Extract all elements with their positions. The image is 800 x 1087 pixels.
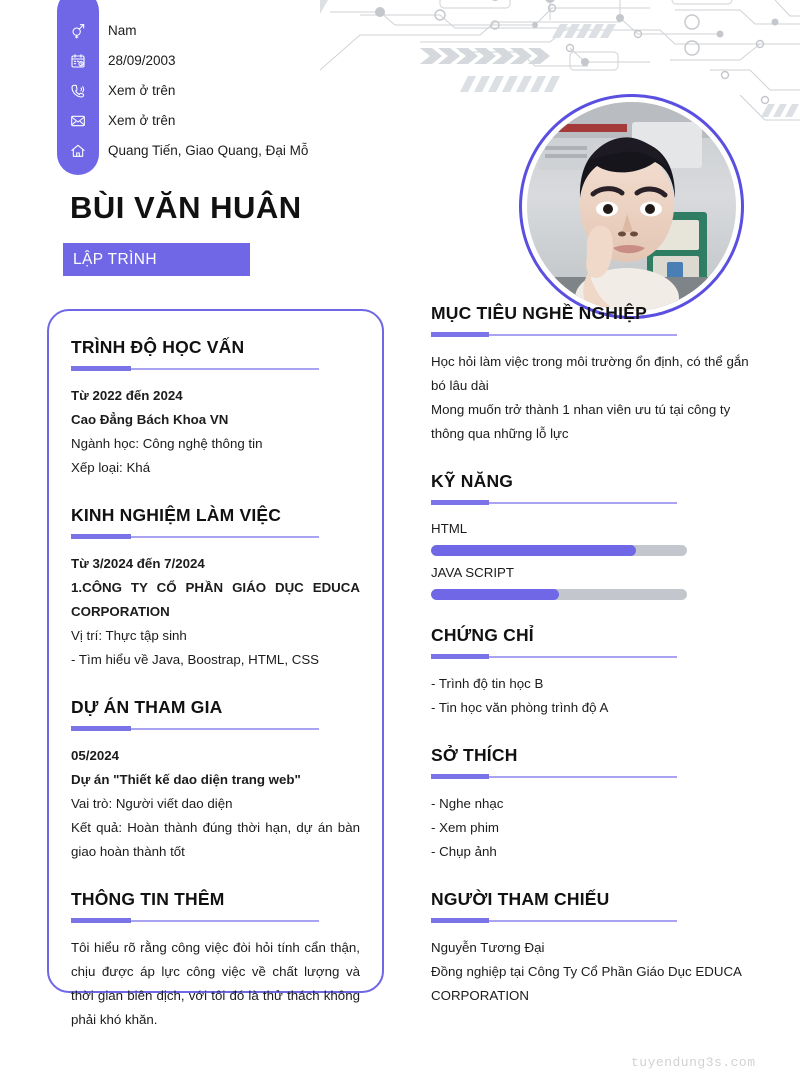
- section-experience: [71, 505, 360, 672]
- avatar-photo: [527, 102, 736, 311]
- avatar-ring: [519, 94, 744, 319]
- section-title-experience: KINH NGHIỆM LÀM VIỆC: [71, 505, 282, 525]
- section-title-skills: KỸ NĂNG: [431, 471, 514, 491]
- section-title-projects: DỰ ÁN THAM GIA: [71, 697, 223, 717]
- contact-value-email: Xem ở trên: [108, 113, 176, 128]
- objective-line-2: Mong muốn trở thành 1 nhan viên ưu tú tại công ty thông qua những lỗ lực: [431, 402, 731, 441]
- certificate-item: - Trình độ tin học B: [431, 676, 544, 691]
- contact-row-birthdate: [57, 46, 397, 76]
- contact-value-gender: Nam: [108, 23, 137, 38]
- watermark: tuyendung3s.com: [631, 1055, 756, 1070]
- section-title-education: TRÌNH ĐỘ HỌC VẤN: [71, 337, 245, 357]
- project-name: Dự án "Thiết kế dao diện trang web": [71, 772, 301, 787]
- section-rule: [71, 365, 360, 375]
- certificate-item: - Tin học văn phòng trình độ A: [431, 700, 609, 715]
- phone-icon: [57, 76, 99, 106]
- hobby-item: - Chụp ảnh: [431, 844, 497, 859]
- skill-progress-fill: [431, 589, 559, 600]
- skill-item: [431, 518, 761, 556]
- education-period: Từ 2022 đến 2024: [71, 388, 183, 403]
- section-hobbies: [431, 745, 761, 864]
- section-title-certificates: CHỨNG CHỈ: [431, 625, 534, 645]
- home-icon: [57, 136, 99, 166]
- spacer: [431, 724, 761, 745]
- cv-header: [0, 0, 800, 290]
- section-education: [71, 337, 360, 480]
- project-result: Kết quả: Hoàn thành đúng thời hạn, dự án bàn giao hoàn thành tốt: [71, 820, 360, 859]
- section-rule: [71, 533, 360, 543]
- skill-name: HTML: [431, 521, 468, 536]
- section-rule: [71, 725, 360, 735]
- spacer: [71, 868, 360, 889]
- objective-line-1: Học hỏi làm việc trong môi trường ổn định, có thể gắn bó lâu dài: [431, 354, 749, 393]
- section-certificates: [431, 625, 761, 720]
- experience-company: 1.CÔNG TY CỔ PHẦN GIÁO DỤC EDUCA CORPORATION: [71, 580, 360, 619]
- spacer: [431, 604, 761, 625]
- spacer: [431, 868, 761, 889]
- section-references: [431, 889, 761, 1008]
- section-rule: [431, 917, 761, 927]
- contact-value-phone: Xem ở trên: [108, 83, 176, 98]
- avatar: [519, 94, 744, 252]
- contact-value-address: Quang Tiến, Giao Quang, Đại Mỗ: [108, 143, 309, 158]
- hobby-item: - Xem phim: [431, 820, 499, 835]
- contact-value-birthdate: 28/09/2003: [108, 53, 176, 68]
- section-skills: [431, 471, 761, 600]
- envelope-icon: [57, 106, 99, 136]
- education-grade: Xếp loại: Khá: [71, 460, 151, 475]
- spacer: [71, 484, 360, 505]
- spacer: [71, 676, 360, 697]
- contact-row-gender: [57, 16, 397, 46]
- education-major: Ngành học: Công nghệ thông tin: [71, 436, 263, 451]
- section-projects: [71, 697, 360, 864]
- extra-info-text: Tôi hiểu rõ rằng công việc đòi hỏi tính cẩn thận, chịu được áp lực công việc về chất lượng và thời gian biên dịch, với tôi đó là thử thách không phải khó khăn.: [71, 940, 360, 1027]
- skill-name: JAVA SCRIPT: [431, 565, 515, 580]
- experience-position: Vị trí: Thực tập sinh: [71, 628, 187, 643]
- section-objective: [431, 303, 761, 446]
- section-title-extra-info: THÔNG TIN THÊM: [71, 889, 225, 909]
- section-rule: [431, 331, 761, 341]
- section-rule: [431, 773, 761, 783]
- contact-row-email: [57, 106, 397, 136]
- right-column: [431, 303, 761, 1012]
- section-rule: [431, 499, 761, 509]
- skill-item: [431, 562, 761, 600]
- skill-progress-track: [431, 589, 687, 600]
- skill-progress-fill: [431, 545, 636, 556]
- contact-row-phone: [57, 76, 397, 106]
- page-title: BÙI VĂN HUÂN: [70, 190, 302, 225]
- section-title-objective: MỤC TIÊU NGHỀ NGHIỆP: [431, 303, 647, 323]
- reference-name: Nguyễn Tương Đại: [431, 940, 545, 955]
- project-period: 05/2024: [71, 748, 120, 763]
- job-title-badge: LẬP TRÌNH: [63, 243, 250, 276]
- spacer: [431, 450, 761, 471]
- section-extra-info: [71, 889, 360, 1032]
- experience-period: Từ 3/2024 đến 7/2024: [71, 556, 205, 571]
- reference-relation: Đồng nghiệp tại Công Ty Cổ Phần Giáo Dục EDUCA CORPORATION: [431, 964, 742, 1003]
- left-column-card: [47, 309, 384, 1027]
- section-title-hobbies: SỞ THÍCH: [431, 745, 518, 765]
- section-rule: [431, 653, 761, 663]
- experience-detail: - Tìm hiểu về Java, Boostrap, HTML, CSS: [71, 652, 320, 667]
- section-rule: [71, 917, 360, 927]
- contact-list: [57, 16, 397, 166]
- project-role: Vai trò: Người viết dao diện: [71, 796, 233, 811]
- hobby-item: - Nghe nhạc: [431, 796, 504, 811]
- contact-row-address: [57, 136, 397, 166]
- gender-icon: [57, 16, 99, 46]
- skill-progress-track: [431, 545, 687, 556]
- calendar-icon: [57, 46, 99, 76]
- section-title-references: NGƯỜI THAM CHIẾU: [431, 889, 610, 909]
- education-school: Cao Đẳng Bách Khoa VN: [71, 412, 229, 427]
